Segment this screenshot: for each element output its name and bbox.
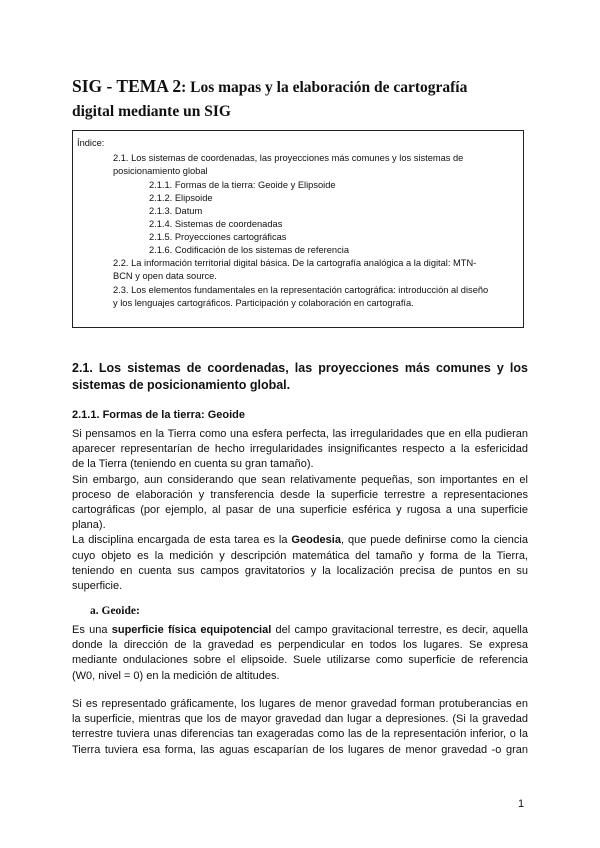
section-heading-line2: sistemas de posicionamiento global. <box>72 378 291 392</box>
equipotential-term: superficie física equipotencial <box>111 624 272 636</box>
text-line: Tierra tuviera esa forma, las aguas escaparían de los lugares de menor gravedad -o gran <box>72 743 528 756</box>
text-line: teniendo en cuenta sus campos gravitatorios y la localización precisa de puntos en su <box>72 564 528 577</box>
toc-item: 2.1.2. Elipsoide <box>149 193 213 203</box>
text-line: plana). <box>72 519 106 532</box>
text-line: la superficie, mientras que los de mayor gravedad dan lugar a depresiones. (Si la gravedad <box>72 713 528 726</box>
text-line: cuyo objeto es la medición y descripción matemática del tamaño y forma de la Tierra, <box>72 549 528 562</box>
toc-item: 2.1.1. Formas de la tierra: Geoide y Elipsoide <box>149 180 336 190</box>
text-line: mediante ondulaciones sobre el elipsoide. Suele utilizarse como superficie de referencia <box>72 654 528 667</box>
table-of-contents <box>72 130 524 328</box>
toc-heading: Índice: <box>77 138 105 148</box>
toc-item: 2.1.6. Codificación de los sistemas de referencia <box>149 245 349 255</box>
toc-item: 2.1.5. Proyecciones cartográficas <box>149 232 287 242</box>
subsection-heading: 2.1.1. Formas de la tierra: Geoide <box>72 409 246 421</box>
text-line: cartográficas (por ejemplo, al pasar de una superficie esférica y rugosa a una superficie <box>72 504 528 517</box>
text-line: terrestre tuviera unas diferencias tan exageradas como las de la representación inferior, o la <box>72 728 528 741</box>
toc-item: 2.1. Los sistemas de coordenadas, las proyecciones más comunes y los sistemas de <box>113 153 464 163</box>
text-span: La disciplina encargada de esta tarea es la <box>72 534 292 547</box>
section-heading-line1: 2.1. Los sistemas de coordenadas, las proyecciones más comunes y los <box>72 361 528 375</box>
text-span: del campo gravitacional terrestre, es decir, aquella <box>271 624 528 636</box>
text-line <box>72 623 528 638</box>
toc-item: 2.3. Los elementos fundamentales en la representación cartográfica: introducción al diseño <box>113 285 489 295</box>
toc-item: 2.1.3. Datum <box>149 206 203 216</box>
text-line: de la Tierra (teniendo en cuenta su gran tamaño). <box>72 458 314 471</box>
text-line: (W0, nivel = 0) en la medición de altitudes. <box>72 669 280 682</box>
document-title <box>72 75 532 123</box>
text-span: , que puede definirse como la ciencia <box>340 534 528 547</box>
text-line: superficie. <box>72 580 123 593</box>
toc-item: posicionamiento global <box>113 166 208 176</box>
text-line: Sin embargo, aun considerando que sean relativamente pequeñas, son importantes en el <box>72 473 528 486</box>
toc-item: y los lenguajes cartográficos. Participación y colaboración en cartografía. <box>113 298 414 308</box>
title-rest-line2: digital mediante un SIG <box>72 103 231 120</box>
paragraph-geoide-graphic <box>72 697 528 758</box>
geodesia-term: Geodesia <box>291 534 341 547</box>
text-line: proceso de elaboración y transferencia desde la superficie terrestre a representaciones <box>72 488 528 501</box>
geoide-heading: a. Geoide: <box>90 605 140 617</box>
text-line: aparecer representarían de hecho irregularidades insignificantes respecto a la esfericidad <box>72 443 528 456</box>
paragraph-geoide-definition <box>72 623 528 684</box>
text-span: Es una <box>72 624 112 636</box>
text-line: Si pensamos en la Tierra como una esfera perfecta, las irregularidades que en ella pudieran <box>72 428 528 440</box>
section-heading <box>72 360 528 394</box>
paragraph-geodesia <box>72 427 528 594</box>
page-number: 1 <box>518 798 525 810</box>
toc-item: 2.1.4. Sistemas de coordenadas <box>149 219 283 229</box>
toc-item: BCN y open data source. <box>113 271 217 281</box>
toc-item: 2.2. La información territorial digital básica. De la cartografía analógica a la digital: MTN- <box>113 258 477 268</box>
title-rest-line1: : Los mapas y la elaboración de cartografía <box>181 79 468 96</box>
text-line: donde la dirección de la gravedad es perpendicular en todos los lugares. Se expresa <box>72 639 528 652</box>
text-line <box>72 533 528 548</box>
text-line: Si es representado gráficamente, los lugares de menor gravedad forman protuberancias en <box>72 698 528 710</box>
title-prefix: SIG - TEMA 2 <box>72 76 182 96</box>
